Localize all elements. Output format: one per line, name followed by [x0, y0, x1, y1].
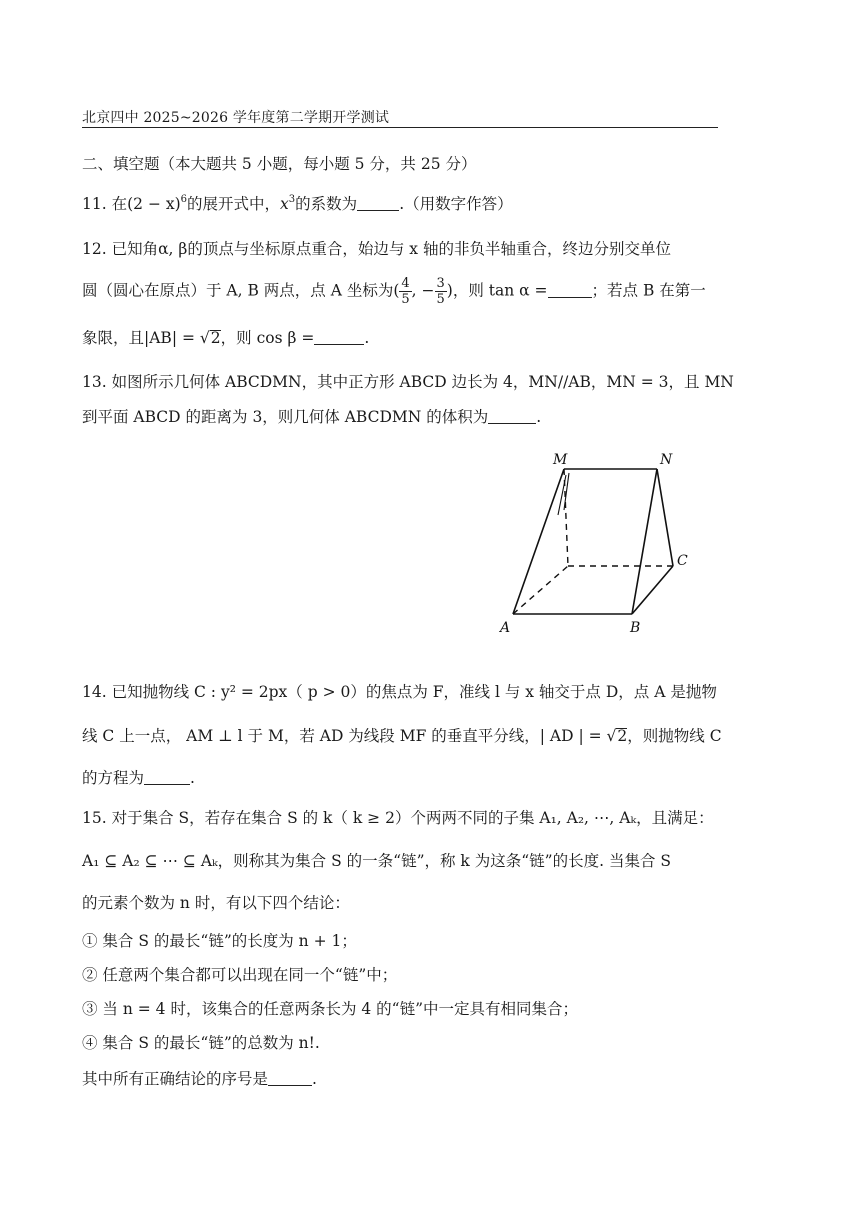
- q12-line3-post: .: [364, 329, 370, 347]
- q12-frac2: [435, 276, 447, 307]
- label-n: N: [660, 452, 673, 468]
- q11-tail: .（用数字作答）: [399, 195, 513, 213]
- q11-pre: 在: [111, 195, 128, 213]
- q12-frac1-num: 4: [401, 276, 410, 291]
- q11-exp: 6: [180, 194, 188, 205]
- q12-line2-pre: 圆（圆心在原点）于 A, B 两点，点 A 坐标为(: [82, 281, 400, 300]
- label-b: B: [630, 620, 641, 636]
- header-divider: [82, 127, 718, 128]
- question-15-line1: [82, 806, 714, 828]
- q11-mid: 的展开式中，: [187, 195, 281, 213]
- q14-sqrt: 2: [617, 727, 628, 745]
- question-13-line1: [82, 370, 734, 392]
- q15-conclusion-3: ③ 当 n = 4 时，该集合的任意两条长为 4 的“链”中一定具有相同集合；: [82, 1000, 579, 1018]
- q11-number: 11.: [82, 195, 107, 213]
- q12-line2-mid: )，则 tan α =: [446, 281, 548, 300]
- geometry-figure: [490, 445, 700, 640]
- question-15-line3: 的元素个数为 n 时，有以下四个结论：: [82, 894, 350, 912]
- q11-answer-blank[interactable]: [357, 196, 399, 211]
- q13-answer-blank[interactable]: [488, 409, 536, 424]
- q15-conclusion-2: ② 任意两个集合都可以出现在同一个“链”中；: [82, 966, 398, 984]
- q11-var-exp: 3: [288, 194, 296, 205]
- q15-number: 15.: [82, 809, 107, 827]
- polyhedron-diagram: [490, 445, 700, 640]
- q11-post: 的系数为: [295, 195, 358, 213]
- q14-line1: 已知抛物线 C : y² = 2px（ p > 0）的焦点为 F，准线 l 与 x 轴交于点 D，点 A 是抛物: [111, 683, 717, 701]
- q14-line3-post: .: [190, 769, 195, 787]
- q14-number: 14.: [82, 683, 107, 701]
- q12-tan-answer-blank[interactable]: [548, 283, 592, 298]
- question-12-line1: [82, 237, 671, 259]
- edge-nc: [657, 469, 673, 566]
- q12-line2-post: ；若点 B 在第一: [591, 281, 706, 300]
- q12-number: 12.: [82, 240, 107, 258]
- q15-conclusion-4: ④ 集合 S 的最长“链”的总数为 n!.: [82, 1034, 320, 1052]
- question-12-line3: 象限，且|AB| = √2，则 cos β = .: [82, 329, 370, 347]
- q12-cos-answer-blank[interactable]: [314, 330, 364, 345]
- q13-line2-pre: 到平面 ABCD 的距离为 3，则几何体 ABCDMN 的体积为: [82, 408, 489, 426]
- q14-line3-pre: 的方程为: [82, 769, 145, 787]
- label-c: C: [677, 553, 688, 569]
- question-12-line2: [82, 276, 706, 307]
- q12-frac2-num: 3: [436, 276, 445, 291]
- q14-line2-post: ，则抛物线 C: [627, 727, 722, 745]
- question-14-line2: 线 C 上一点， AM ⊥ l 于 M，若 AD 为线段 MF 的垂直平分线，| AD | = √2，则抛物线 C: [82, 727, 722, 745]
- section-title: 二、填空题（本大题共 5 小题，每小题 5 分，共 25 分）: [82, 155, 477, 173]
- q15-conclusion-1: ① 集合 S 的最长“链”的长度为 n + 1；: [82, 932, 357, 950]
- q12-line3-mid: ，则 cos β =: [220, 329, 315, 347]
- question-15-line2: A₁ ⊆ A₂ ⊆ ⋯ ⊆ Aₖ，则称其为集合 S 的一条“链”，称 k 为这条“链”的长度. 当集合 S: [82, 852, 672, 870]
- q12-comma: , −: [411, 281, 435, 300]
- q12-frac1: [399, 276, 411, 307]
- q13-line2-post: .: [536, 408, 542, 426]
- q12-line1: 已知角α, β的顶点与坐标原点重合，始边与 x 轴的非负半轴重合，终边分别交单位: [111, 240, 671, 258]
- q15-final-pre: 其中所有正确结论的序号是: [82, 1070, 269, 1088]
- question-14-line1: [82, 680, 717, 702]
- q14-line2-pre: 线 C 上一点， AM ⊥ l 于 M，若 AD 为线段 MF 的垂直平分线，| AD | =: [82, 727, 602, 745]
- q15-final: [82, 1067, 317, 1089]
- label-a: A: [500, 620, 511, 636]
- q13-number: 13.: [82, 373, 107, 391]
- edge-nb: [632, 469, 657, 614]
- q15-line1: 对于集合 S，若存在集合 S 的 k（ k ≥ 2）个两两不同的子集 A₁, A₂, ⋯, Aₖ，且满足：: [111, 809, 714, 827]
- q13-line1: 如图所示几何体 ABCDMN，其中正方形 ABCD 边长为 4，MN//AB，MN = 3，且 MN: [111, 373, 734, 391]
- page-header: 北京四中 2025~2026 学年度第二学期开学测试: [82, 110, 390, 126]
- question-11: [82, 192, 513, 214]
- q11-expr: (2 − x): [127, 195, 181, 213]
- q11-var: x: [280, 195, 289, 213]
- q15-answer-blank[interactable]: [268, 1071, 312, 1086]
- q15-final-post: .: [312, 1070, 317, 1088]
- q14-answer-blank[interactable]: [144, 770, 190, 785]
- edge-bc: [632, 566, 673, 614]
- q12-frac2-den: 5: [436, 292, 445, 307]
- q12-sqrt: 2: [210, 329, 221, 347]
- q12-abs-ab: |AB| =: [144, 329, 195, 347]
- question-13-line2: [82, 405, 541, 427]
- q12-line3-pre: 象限，且: [82, 329, 145, 347]
- label-m: M: [553, 452, 568, 468]
- question-14-line3: [82, 766, 195, 788]
- q12-frac1-den: 5: [401, 292, 410, 307]
